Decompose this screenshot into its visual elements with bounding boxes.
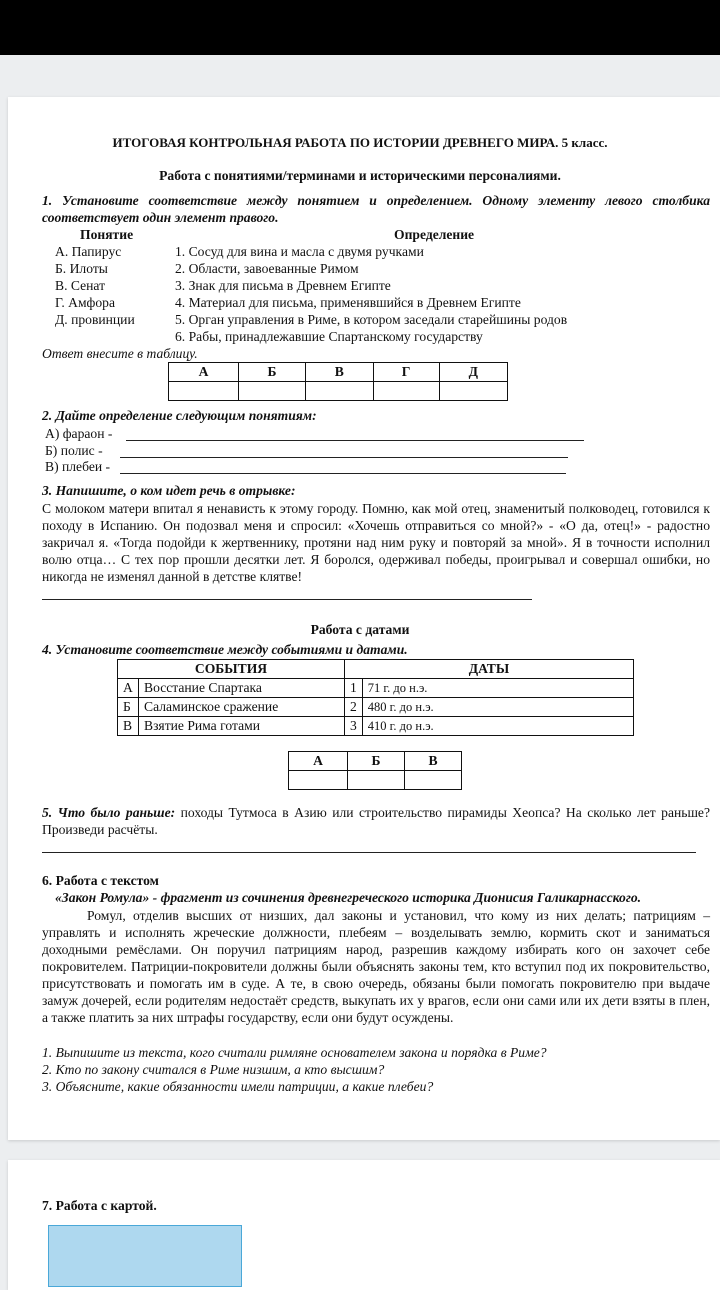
cell: Саламинское сражение [139,698,345,717]
question-2: 2. Дайте определение следующим понятиям: [42,408,317,423]
answer-cell[interactable] [238,382,305,401]
table-row [118,679,634,698]
cell: Восстание Спартака [139,679,345,698]
table-row [118,717,634,736]
answer-header: Д [439,363,507,382]
answer-header: Г [373,363,439,382]
answer-header: В [404,752,461,771]
definition: 5. Орган управления в Риме, в котором заседали старейшины родов [175,312,568,327]
answer-table-4 [288,751,462,790]
answer-table-1 [168,362,508,401]
question-6-subtitle: «Закон Ромула» - фрагмент из сочинения древнегреческого историка Дионисия Галикарнасского. [55,890,642,905]
answer-line[interactable] [120,473,566,474]
term: Б. Илоты [55,261,108,276]
answer-line[interactable] [126,440,584,441]
cell: А [118,679,139,698]
answer-header: Б [348,752,405,771]
question-1: 1. Установите соответствие между понятием и определением. Одному элементу левого столбика соответствует один элемент правого. [42,193,710,225]
question-3: 3. Напишите, о ком идет речь в отрывке: [42,483,296,498]
answer-line[interactable] [42,852,696,853]
definition: 6. Рабы, принадлежавшие Спартанскому государству [175,329,483,344]
cell: 2 [345,698,363,717]
definition-item: В) плебеи - [45,459,111,474]
answer-cell[interactable] [169,382,239,401]
answer-header: А [289,752,348,771]
answer-cell[interactable] [373,382,439,401]
question-5-text: походы Тутмоса в Азию или строительство пирамиды Хеопса? На сколько лет раньше? Произведи расчёты. [42,805,710,837]
definition: 1. Сосуд для вина и масла с двумя ручками [175,244,424,259]
answer-cell[interactable] [348,771,405,790]
cell: 410 г. до н.э. [362,717,633,736]
definition: 3. Знак для письма в Древнем Египте [175,278,391,293]
cell: 1 [345,679,363,698]
definition-item: А) фараон - [45,426,113,441]
question-5-label: 5. Что было раньше: [42,805,176,820]
answer-cell[interactable] [404,771,461,790]
term: В. Сенат [55,278,106,293]
question-5 [42,804,710,838]
section-title-terms: Работа с понятиями/терминами и историческими персоналиями. [159,168,561,183]
answer-header: Б [238,363,305,382]
definition: 4. Материал для письма, применявшийся в Древнем Египте [175,295,521,310]
term: А. Папирус [55,244,122,259]
answer-note: Ответ внесите в таблицу. [42,346,198,361]
answer-cell[interactable] [306,382,373,401]
cell: В [118,717,139,736]
passage-3: С молоком матери впитал я ненависть к этому городу. Помню, как мой отец, знаменитый полководец, готовился к походу в Испанию. Он подозвал меня и спросил: «Хочешь отправиться со мной?» - «О да, отец!» - радостно закричал я. «Тогда подойди к жертвеннику, протяни над ним руку и повторяй за мной». Я в точности исполнил волю отца… С тех пор прошли десятки лет. Я боролся, одерживал победы, проигрывал и совершал ошибки, но никогда не изменял данной в детстве клятве! [42,501,710,584]
definition-item: Б) полис - [45,443,103,458]
question-4: 4. Установите соответствие между событиями и датами. [42,642,408,657]
table-row [118,698,634,717]
section-title-dates: Работа с датами [310,622,410,637]
answer-header: А [169,363,239,382]
cell: 3 [345,717,363,736]
events-header: СОБЫТИЯ [118,660,345,679]
cell: 480 г. до н.э. [362,698,633,717]
events-dates-table [117,659,634,736]
map-image [48,1225,242,1287]
cell: Взятие Рима готами [139,717,345,736]
question-7-title: 7. Работа с картой. [42,1198,157,1213]
answer-cell[interactable] [289,771,348,790]
question-6-title: 6. Работа с текстом [42,873,159,888]
question-6-3: 3. Объясните, какие обязанности имели патриции, а какие плебеи? [42,1079,434,1094]
term: Г. Амфора [55,295,115,310]
top-bar [0,0,720,55]
cell: Б [118,698,139,717]
answer-line[interactable] [120,457,568,458]
col-left-header: Понятие [80,227,134,242]
definition: 2. Области, завоеванные Римом [175,261,359,276]
cell: 71 г. до н.э. [362,679,633,698]
question-6-2: 2. Кто по закону считался в Риме низшим, а кто высшим? [42,1062,385,1077]
document-title: ИТОГОВАЯ КОНТРОЛЬНАЯ РАБОТА ПО ИСТОРИИ ДРЕВНЕГО МИРА. 5 класс. [112,135,608,150]
answer-header: В [306,363,373,382]
question-6-1: 1. Выпишите из текста, кого считали римляне основателем закона и порядка в Риме? [42,1045,547,1060]
col-right-header: Определение [394,227,475,242]
passage-6: Ромул, отделив высших от низших, дал законы и установил, что кому из них делать; патрициям – управлять и исполнять жреческие должности, плебеям – возделывать землю, кормить скот и заниматься доходными ремёслами. Он поручил патрициям народ, разрешив каждому избирать кого он захочет себе покровителем. Патриции-покровители должны были объяснять законы тем, кто вступил под их покровительство, присутствовать и помогать им в суде. А те, в свою очередь, обязаны были помогать покровителю при выдаче замуж дочерей, если родителям недостаёт средств, выкупать их у врагов, если они сами или их дети взяты в плен, а также платить за них штрафы государству, если они будут осуждены. [42,908,710,1025]
answer-line[interactable] [42,599,532,600]
dates-header: ДАТЫ [345,660,634,679]
answer-cell[interactable] [439,382,507,401]
term: Д. провинции [55,312,135,327]
